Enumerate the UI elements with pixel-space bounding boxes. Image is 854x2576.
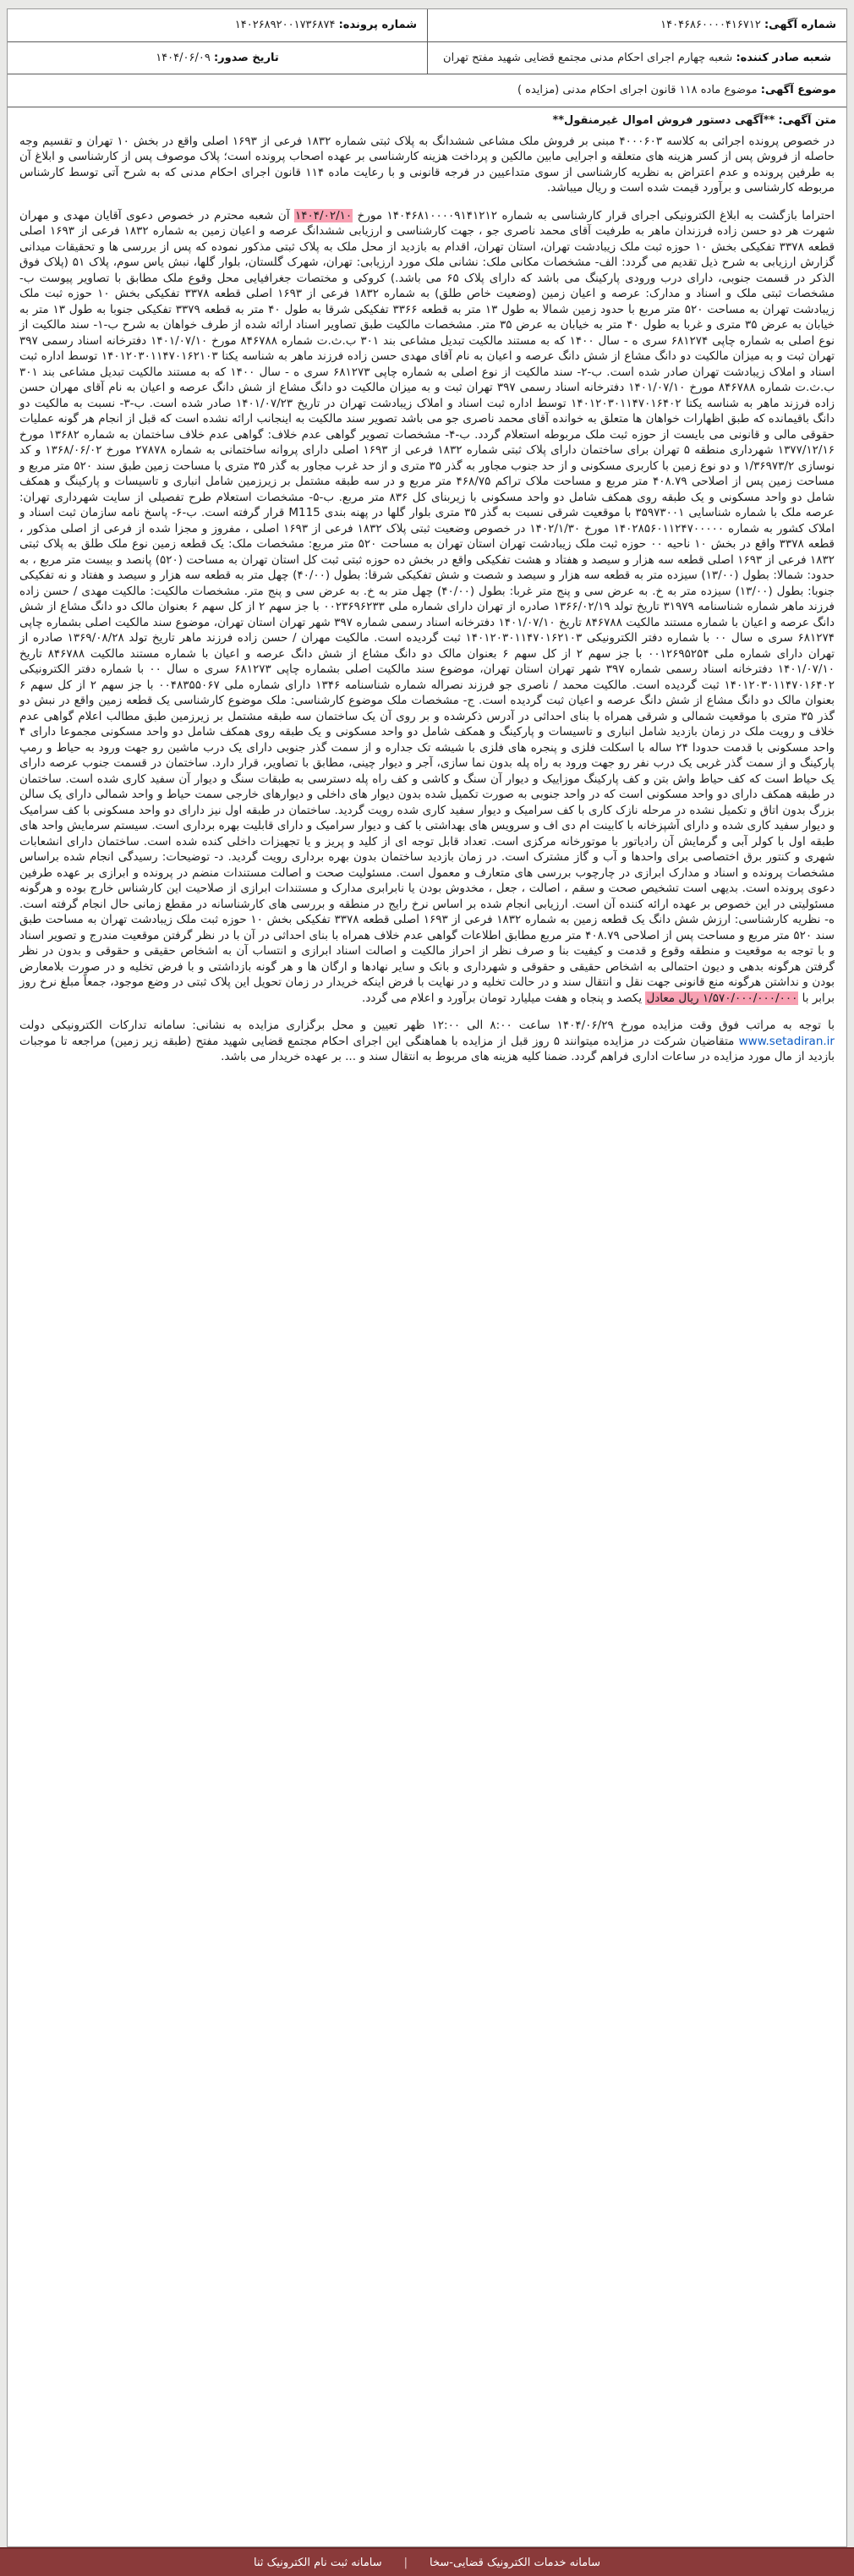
issuing-branch-value: شعبه چهارم اجرای احکام مدنی مجتمع قضایی شهید مفتح تهران (443, 51, 733, 64)
highlighted-date: ۱۴۰۴/۰۲/۱۰ (295, 208, 353, 222)
header-row-branch (8, 42, 846, 75)
footer-link-sana[interactable]: سامانه ثبت نام الکترونیک ثنا (254, 2556, 382, 2569)
case-number-label: شماره پرونده: (338, 19, 417, 31)
notice-body (8, 129, 846, 1085)
header-row-numbers (8, 9, 846, 42)
subject-cell (8, 74, 846, 107)
notice-number-label: شماره آگهی: (764, 19, 836, 31)
auction-seg2: متقاضیان شرکت در مزایده میتوانند ۵ روز قبل از مزایده با هماهنگی این اجرای احکام مجتمع قضایی شهید مفتح (طبقه زیر زمین) مراجعه تا موجبات بازدید از مال مورد مزایده در ساعات اداری فراهم گردد. ضمنا کلیه هزینه های مربوط به انتقال سند و ... بر عهده خریدار می باشد. (19, 1034, 835, 1063)
issue-date-cell (8, 42, 427, 74)
body-paragraph-auction (19, 1018, 835, 1065)
appraisal-seg3: یکصد و پنجاه و هفت میلیارد تومان برآورد و اعلام می گردد. (362, 991, 643, 1005)
appraisal-seg1: احتراما بازگشت به ابلاغ الکترونیکی اجرای قرار کارشناسی به شماره ۱۴۰۴۶۸۱۰۰۰۰۹۱۴۱۲۱۲ مورخ (357, 208, 835, 222)
body-paragraph-intro (19, 134, 835, 196)
auction-seg1: با توجه به مراتب فوق وقت مزایده مورخ ۱۴۰۴/۰۶/۲۹ ساعت ۸:۰۰ الی ۱۲:۰۰ ظهر تعیین و محل برگزاری مزایده به نشانی: سامانه تدارکات الکترونیکی دولت (19, 1019, 835, 1032)
notice-number-cell (427, 9, 846, 41)
footer-bar (0, 2547, 854, 2576)
setadiran-link[interactable]: www.setadiran.ir (738, 1034, 835, 1048)
notice-title-row (8, 107, 846, 129)
issue-date-value: ۱۴۰۴/۰۶/۰۹ (156, 51, 211, 64)
body-paragraph-appraisal (19, 208, 835, 1007)
footer-link-sakha[interactable]: سامانه خدمات الکترونیک قضایی-سخا (430, 2556, 600, 2569)
notice-number-value: ۱۴۰۴۶۸۶۰۰۰۰۴۱۶۷۱۲ (660, 19, 761, 31)
issuing-branch-cell (427, 42, 846, 74)
header-row-subject (8, 74, 846, 107)
subject-label: موضوع آگهی: (760, 84, 836, 96)
body-label: متن آگهی: (778, 113, 836, 127)
case-number-cell (8, 9, 427, 41)
subject-value: موضوع ماده ۱۱۸ قانون اجرای احکام مدنی (مزایده ) (517, 84, 758, 96)
appraisal-seg2: آن شعبه محترم در خصوص دعوی آقایان مهدی و مهران شهرت هر دو حسن زاده فرزندان ماهر به طرفیت آقای محمد ناصری جو ، جهت کارشناسی و ارزیابی ششدانگ عرصه و اعیان زمین به شماره ۱۸۳۲ فرعی از ۱۶۹۳ اصلی قطعه ۳۳۷۸ تفکیکی بخش ۱۰ حوزه ثبت ملک زیبادشت تهران، استان تهران، اقدام به بازدید از محل ملک به پلاک ثبتی مذکور نموده که پس از بررسی ها و تحقیقات میدانی گزارش ارزیابی به شرح ذیل تقدیم می گردد: الف- مشخصات مکانی ملک: نشانی ملک مورد ارزیابی: تهران، شهرک گلستان، بلوار گلها، نبش یاس سوم، پلاک ۵۱ (پلاک فوق الذکر در قسمت جنوبی، دارای درب ورودی پارکینگ می باشد که دارای پلاک ۶۵ می باشد.) کروکی و مختصات جغرافیایی محل وقوع ملک مطابق با تصاویر پیوست ب- مشخصات ثبتی ملک و اسناد و مدارک: عرصه و اعیان زمین (وضعیت خاص طلق) به شماره ۱۸۳۲ فرعی از ۱۶۹۳ اصلی قطعه ۳۳۷۸ تفکیکی بخش ۱۰ حوزه ثبت ملک زیبادشت تهران به مساحت ۵۲۰ متر مربع با حدود زمین شمالا به طول ۱۳ متر به قطعه ۳۳۶۶ تفکیکی شرقا به طول ۴۰ متر به قطعه ۳۳۷۹ تفکیکی جنوبا به طول ۱۳ متر به خیابان به عرض ۳۵ متری و غربا به طول ۴۰ متر به خیابان به عرض ۳۵ متر. مشخصات مالکیت طبق تصاویر اسناد ارائه شده از طرف خواهان به شرح ب-۱- سند مالکیت از نوع اصلی به شماره چاپی ۶۸۱۲۷۴ سری ه - سال ۱۴۰۰ که به مستند مالکیت تبدیل مشاعی بند ۳۰۱ ب.ث.ت شماره ۸۴۶۷۸۸ مورخ ۱۴۰۱/۰۷/۱۰ دفترخانه اسناد رسمی ۳۹۷ تهران ثبت و به میزان مالکیت دو دانگ مشاع از شش دانگ عرصه و اعیان به نام آقای مهدی حسن زاده فرزند ماهر به شناسه یکتا ۱۴۰۱۲۰۳۰۱۱۴۷۰۱۶۲۱۰۳ توسط اداره ثبت اسناد و املاک زیبادشت تهران صادر شده است. ب-۲- سند مالکیت از نوع اصلی به شماره چاپی ۶۸۱۲۷۳ سری ه - سال ۱۴۰۰ که به مستند مالکیت تبدیل مشاعی بند ۳۰۱ ب.ث.ت شماره ۸۴۶۷۸۸ مورخ ۱۴۰۱/۰۷/۱۰ دفترخانه اسناد رسمی ۳۹۷ تهران ثبت و به میزان مالکیت دو دانگ مشاع از شش دانگ عرصه و اعیان به نام آقای مهران حسن زاده فرزند ماهر به شناسه یکتا ۱۴۰۱۲۰۳۰۱۱۴۷۰۱۶۴۰۲ توسط اداره ثبت اسناد و املاک زیبادشت تهران در تاریخ ۱۴۰۱/۰۷/۲۳ صادر شده است. ب-۳- نسبت به مالکیت دو دانگ باقیمانده که طبق اظهارات خواهان ها متعلق به خوانده آقای محمد ناصری جو می باشد تصویر سند مالکیت به اینجانب ارائه نشده است که قبل از انجام هر گونه عملیات حقوقی مالی و قانونی می بایست از حوزه ثبت ملک مربوطه استعلام گردد. ب-۴- مشخصات تصویر گواهی عدم خلاف: گواهی عدم خلاف ساختمان به شماره ۱۳۶۸۲ مورخ ۱۳۷۷/۱۲/۱۶ شهرداری منطقه ۵ تهران برای ساختمان دارای پلاک ثبتی شماره ۱۸۳۲ فرعی از ۱۶۹۳ اصلی دارای پروانه ساختمانی به شماره ۲۷۸۷۸ مورخ ۱۳۶۸/۰۶/۰۲ و کد نوسازی ۱/۳۶۹۷۳/۲ و دو نوع زمین با کاربری مسکونی و از حد جنوب مجاور به گذر ۳۵ متری و از حد غرب مجاور به گذر ۳۵ متری با مساحت زمین طبق سند ۵۲۰ متر مربع و مساحت زمین پس از اصلاحی ۴۰۸.۷۹ متر مربع و مساحت ملاک تراکم ۴۶۸/۷۵ متر مربع و در سه طبقه مشتمل بر زیرزمین شامل انباری و تاسیسات و پارکینگ و همکف شامل دو واحد مسکونی و یک طبقه روی همکف شامل دو واحد مسکونی با زیربنای کل ۸۳۶ متر مربع. ب-۵- مشخصات استعلام طرح تفصیلی از سایت شهرداری تهران: عرصه ملک با شماره شناسایی ۳۵۹۷۳۰۰۱ با موقعیت شرقی نسبت به گذر ۳۵ متری بلوار گلها در پهنه بندی M115 قرار گرفته است. ب-۶- پاسخ نامه سازمان ثبت اسناد و املاک کشور به شماره ۱۴۰۲۸۵۶۰۱۱۲۴۷۰۰۰۰۰ مورخ ۱۴۰۲/۱/۳۰ در خصوص وضعیت ثبتی پلاک ۱۸۳۲ فرعی از ۱۶۹۳ اصلی ، مفروز و مجزا شده از فرعی از اصلی مذکور ، قطعه ۳۳۷۸ واقع در بخش ۱۰ ناحیه ۰۰ حوزه ثبت ملک زیبادشت تهران استان تهران به مساحت ۵۲۰ متر مربع: مشخصات ملک: یک قطعه زمین نوع ملک طلق به پلاک ثبتی ۱۸۳۲ فرعی از ۱۶۹۳ اصلی قطعه سه هزار و سیصد و هفتاد و هشت تفکیکی واقع در بخش ده حوزه ثبتی ثبت کل استان تهران به مساحت (۵۲۰) پانصد و بیست متر مربع ، به حدود: شمالا: بطول (۱۳/۰۰) سیزده متر به قطعه سه هزار و سیصد و شصت و شش تفکیکی شرقا: بطول (۴۰/۰۰) چهل متر به قطعه سه هزار و سیصد و هفتاد و نه تفکیکی جنوبا: بطول (۱۳/۰۰) سیزده متر به خ. به عرض سی و پنج متر غربا: بطول (۴۰/۰۰) چهل متر به خ. به عرض سی و پنج متر. مشخصات مالکیت: مالکیت مهدی / حسن زاده فرزند ماهر شماره شناسنامه ۳۱۹۷۹ تاریخ تولد ۱۳۶۶/۰۲/۱۹ صادره از تهران دارای شماره ملی ۰۰۲۳۶۹۶۲۳۳ با جز سهم ۲ از کل سهم ۶ بعنوان مالک دو دانگ مشاع از شش دانگ عرصه و اعیان با شماره مستند مالکیت ۸۴۶۷۸۸ تاریخ ۱۴۰۱/۰۷/۱۰ دفترخانه اسناد رسمی شماره ۳۹۷ شهر تهران استان تهران، موضوع سند مالکیت اصلی بشماره چاپی ۶۸۱۲۷۴ سری ه سال ۰۰ با شماره دفتر الکترونیکی ۱۴۰۱۲۰۳۰۱۱۴۷۰۱۶۲۱۰۳ ثبت گردیده است. مالکیت مهران / حسن زاده فرزند ماهر تاریخ تولد ۱۳۶۹/۰۸/۲۸ صادره از تهران دارای شماره ملی ۰۰۱۲۶۹۵۲۵۴ با جز سهم ۲ از کل سهم ۶ بعنوان مالک دو دانگ مشاع از شش دانگ عرصه و اعیان با شماره مستند مالکیت ۸۴۶۷۸۸ تاریخ ۱۴۰۱/۰۷/۱۰ دفترخانه اسناد رسمی شماره ۳۹۷ شهر تهران استان تهران، موضوع سند مالکیت اصلی بشماره چاپی ۶۸۱۲۷۳ سری ه سال ۰۰ با شماره دفتر الکترونیکی ۱۴۰۱۲۰۳۰۱۱۴۷۰۱۶۴۰۲ ثبت گردیده است. مالکیت محمد / ناصری جو فرزند نصراله شماره شناسنامه ۱۳۴۶ دارای شماره ملی ۰۰۴۸۳۵۵۰۶۷ با جز سهم ۲ از کل سهم ۶ بعنوان مالک دو دانگ مشاع از شش دانگ عرصه و اعیان ثبت گردیده است. ج- مشخصات ملک موضوع کارشناسی: ملک موضوع کارشناسی یک قطعه زمین واقع در نبش دو گذر ۳۵ متری با موقعیت شمالی و شرقی همراه با بنای احداثی در آدرس ذکرشده و بر روی آن یک ساختمان سه طبقه مشتمل بر زیرزمین طبق مطالب اعلام گواهی عدم خلاف و رویت ملک در زمان بازدید شامل انباری و تاسیسات و پارکینگ و همکف شامل دو واحد مسکونی و یک طبقه روی همکف شامل دو واحد مسکونی مجموعا دارای ۴ واحد مسکونی با قدمت حدودا ۲۴ ساله با اسکلت فلزی و پنجره های فلزی با شیشه تک جداره و از سمت گذر جنوبی دارای یک درب ماشین رو جهت ورود به حیاط و رمپ پارکینگ و از سمت گذر غربی یک درب نفر رو جهت ورود به راه پله بدون نما سازی، آجر و دیوار چینی، مطابق با تصاویر، قرار دارد. ساختمان در قسمت جنوب عرصه دارای یک حیاط است که کف حیاط واش بتن و کف پارکینگ موزاییک و دیوار آن سنگ و کاشی و کف راه پله دسترسی به طبقات سنگ و دیوار آن سفید کاری شده است. ساختمان در طبقه همکف دارای دو واحد مسکونی است که در واحد جنوبی به صورت تکمیل شده بدون دیوار های داخلی و دیوارهای خارجی سمت حیاط و واحد شمالی دارای یک سالن بزرگ بدون اتاق و تکمیل نشده در مرحله نازک کاری با کف سرامیک و دیوار سفید کاری شده رویت گردید. ساختمان در طبقه اول نیز دارای دو واحد مسکونی با کف سرامیک و دیوار سفید کاری شده و دارای آشپزخانه با کابینت ام دی اف و سرویس های بهداشتی با کف و دیوار سرامیک و دارای قابلیت بهره برداری است. سیستم سرمایش واحد های طبقه اول با کولر آبی و گرمایش آن رادیاتور با موتورخانه مرکزی است. تعداد قابل توجه ای از کلید و پریز و یا تجهیزات داخلی کنده شده است. ساختمان دارای انشعابات شهری و کنتور برق اختصاصی برای واحدها و آب و گاز مشترک است. در زمان بازدید ساختمان بدون بهره برداری رویت گردید. د- توضیحات: رسیدگی انجام شده براساس مشخصات پرونده و اسناد و مدارک ابرازی در چارچوب بررسی های متعارف و معمول است. مسئولیت صحت و اصالت مستندات منضم در پرونده و ابرازی بر عهده طرفین دعوی پرونده است. بدیهی است تشخیص صحت و سقم ، اصالت ، جعل ، مخدوش بودن یا نابرابری مدارک و مستندات ابرازی از صلاحیت این کارشناس خارج بوده و هرگونه مسئولیتی در این خصوص بر عهده ارائه کننده آن است. ارزیابی انجام شده بر اساس نرخ رایج در منطقه و بررسی های کارشناسانه در مقطع زمانی حال انجام گرفته است. ه- نظریه کارشناسی: ارزش شش دانگ یک قطعه زمین به شماره ۱۸۳۲ فرعی از ۱۶۹۳ اصلی قطعه ۳۳۷۸ تفکیکی بخش ۱۰ حوزه ثبت ملک زیبادشت تهران به مساحت طبق سند ۵۲۰ متر مربع و مساحت پس از اصلاحی ۴۰۸.۷۹ متر مربع مطابق اطلاعات گواهی عدم خلاف همراه با بنای احداثی در آن با در نظر گرفتن موقعیت مندرج و تصویر اسناد و با توجه به موقعیت و منطقه وقوع و قدمت و کیفیت بنا و صرف نظر از احراز مالکیت و اصالت اسناد ابرازی و انتساب آن به اشخاص حقیقی و حقوقی و بدون در نظر گرفتن هرگونه بدهی و دیون احتمالی به اشخاص حقیقی و حقوقی و شهرداری و بانک و سایر نهادها و ارگان ها و هر گونه بازداشتی و با فرض تخلیه و در صورت بلامعارض بودن و نداشتن هرگونه منع قانونی جهت نقل و انتقال سند و در حالت تخلیه و در نهایت با فرض اینکه خریدار در زمان تحویل این پلاک ثبتی در وضع موجود، جمعاً مبلغ نرخ روز برابر با (19, 208, 835, 1005)
issue-date-label: تاریخ صدور: (213, 51, 279, 64)
case-number-value: ۱۴۰۲۶۸۹۲۰۰۱۷۳۶۸۷۴ (234, 19, 336, 31)
intro-text: در خصوص پرونده اجرائی به کلاسه ۴۰۰۰۶۰۳ مبنی بر فروش ملک مشاعی ششدانگ به پلاک ثبتی شماره ۱۸۳۲ فرعی از ۱۶۹۳ اصلی واقع در بخش ۱۰ تهران و تقسیم وجه حاصله از فروش پس از کسر هزینه های متعلقه و اجرایی مابین مالکین و پرداخت هزینه کارشناسی بر عهده اصحاب پرونده است؛ پلاک موصوف پس از کارشناسی و ابلاغ آن به طرفین پرونده و عدم اعتراض به نظریه کارشناسی از سوی متداعیین در فرجه قانونی و با رعایت ماده ۱۱۴ قانون اجرای احکام مدنی که به شرح آتی توسط کارشناس مربوطه کارشناسی و برآورد قیمت شده است و ریال میباشد. (19, 134, 835, 195)
issuing-branch-label: شعبه صادر کننده: (736, 51, 831, 64)
footer-separator: | (403, 2556, 408, 2569)
highlighted-amount: ۱/۵۷۰/۰۰۰/۰۰۰/۰۰۰ ریال معادل (646, 991, 798, 1005)
notice-document (7, 8, 847, 2547)
notice-title: **آگهی دستور فروش اموال غیرمنقول** (552, 113, 775, 127)
